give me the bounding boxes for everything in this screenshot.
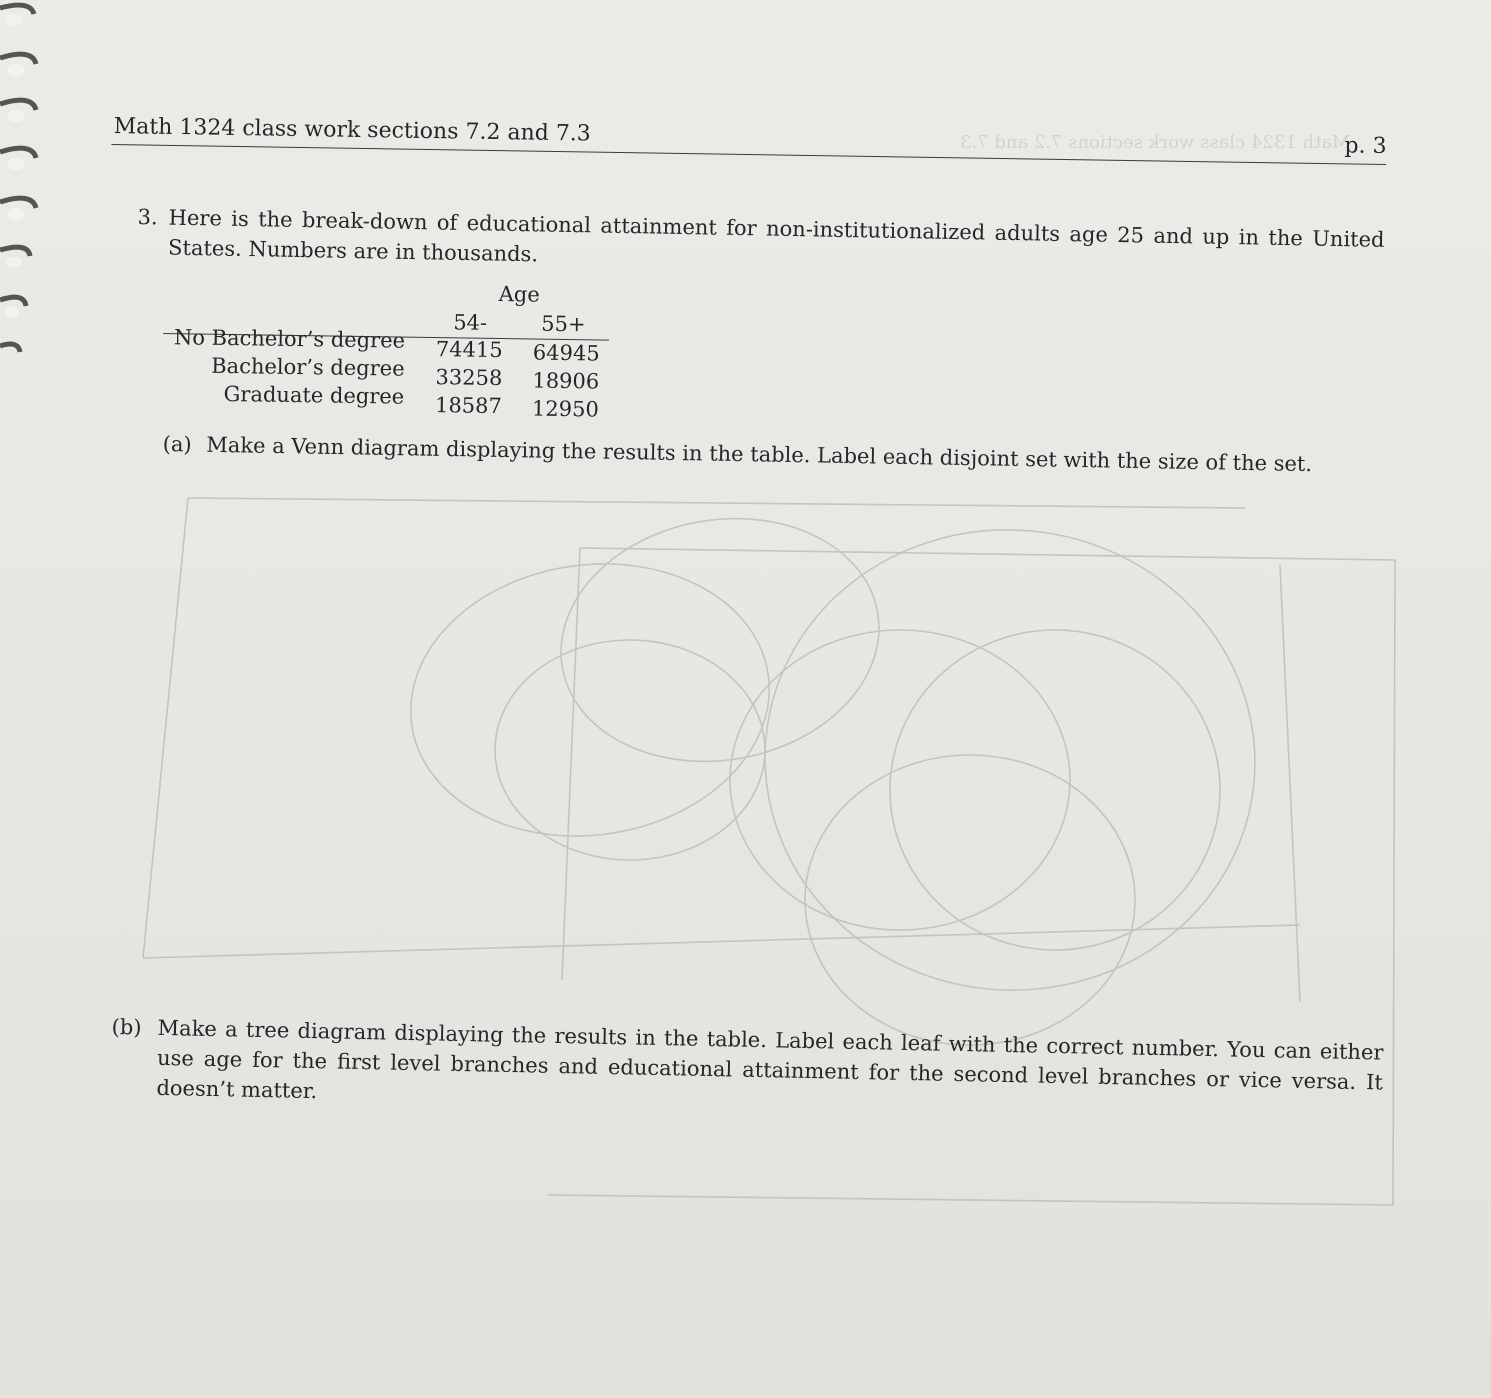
- column-header-55-plus: 55+: [541, 311, 586, 337]
- age-group-header: Age: [498, 282, 540, 307]
- spiral-binding: [0, 0, 50, 400]
- part-a-text: Make a Venn diagram displaying the results in the table. Label each disjoint set with the size of the set.: [206, 432, 1313, 477]
- table-row-label: Bachelor’s degree: [211, 353, 405, 381]
- table-cell: 33258: [435, 365, 503, 391]
- table-cell: 64945: [532, 340, 600, 366]
- part-b-text: Make a tree diagram displaying the results in the table. Label each leaf with the correct number. You can either use age for the first level branches and educational attainment for the second level branches or vice versa. It doesn’t matter.: [156, 1015, 1384, 1104]
- header-title: Math 1324 class work sections 7.2 and 7.3: [113, 114, 591, 147]
- column-header-54-minus: 54-: [453, 310, 488, 335]
- table-cell: 18906: [532, 368, 600, 394]
- part-a: [163, 432, 1393, 477]
- part-a-letter: (a): [162, 432, 192, 457]
- bleed-through-text: Math 1324 class work sections 7.2 and 7.3: [960, 132, 1351, 153]
- page-header: [112, 108, 1387, 160]
- question-number: 3.: [137, 204, 158, 230]
- table-row-label: No Bachelor’s degree: [173, 325, 406, 353]
- attainment-table: [160, 273, 620, 422]
- page-number: p. 3: [1344, 133, 1387, 160]
- part-b-letter: (b): [111, 1014, 142, 1040]
- table-cell: 18587: [434, 393, 503, 419]
- question-3: [137, 200, 1388, 267]
- table-cell: 12950: [531, 396, 600, 422]
- question-text: Here is the break-down of educational attainment for non-institutionalized adults age 25 and up in the United States. Numbers are in thousands.: [167, 205, 1385, 267]
- table-row-label: Graduate degree: [223, 381, 405, 409]
- part-b: [111, 1012, 1387, 1104]
- table-cell: 74415: [435, 337, 503, 363]
